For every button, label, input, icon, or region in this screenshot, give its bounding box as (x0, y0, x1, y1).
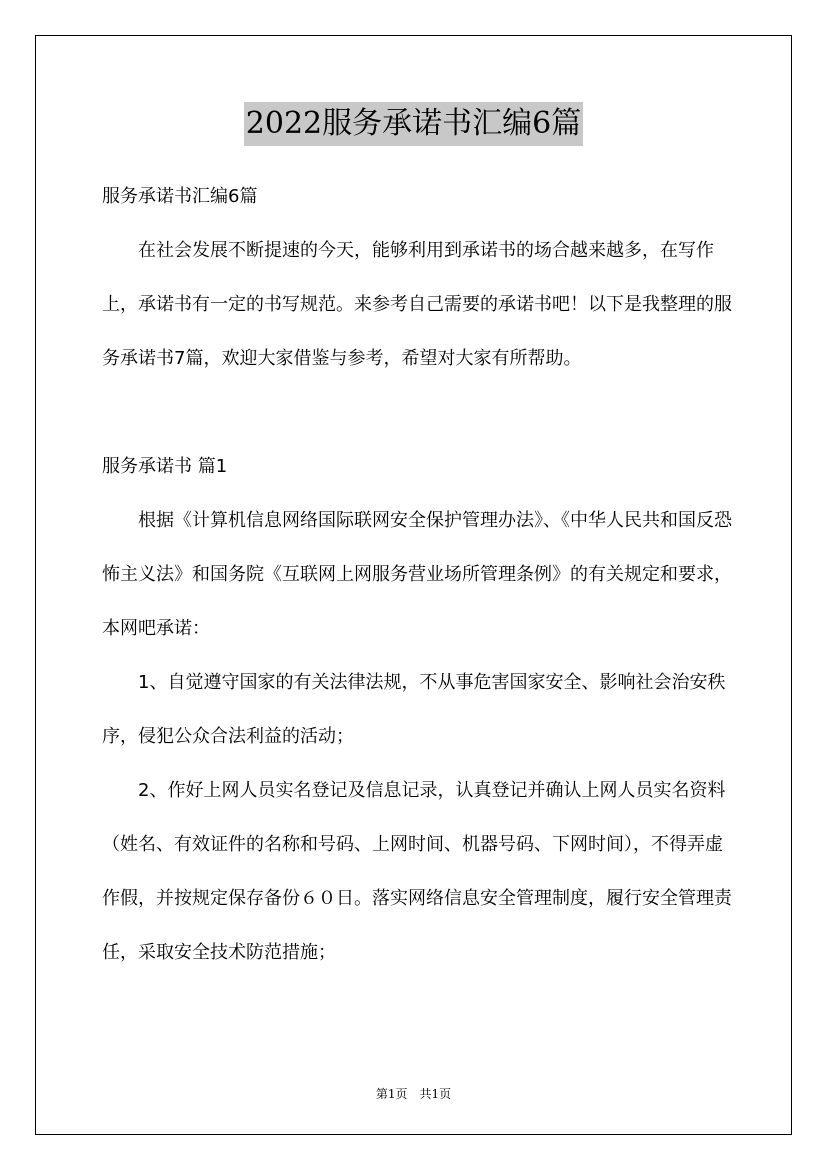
title-container (0, 102, 827, 146)
body-paragraph: 根据《计算机信息网络国际联网安全保护管理办法》、《中华人民共和国反恐怖主义法》和国务院《互联网上网服务营业场所管理条例》的有关规定和要求，本网吧承诺： (102, 510, 732, 639)
document-title: 2022服务承诺书汇编6篇 (244, 102, 583, 146)
page-footer: 第1页 共1页 (375, 1087, 452, 1101)
document-body (102, 170, 732, 980)
body-paragraph: 2、作好上网人员实名登记及信息记录，认真登记并确认上网人员实名资料（姓名、有效证件的名称和号码、上网时间、机器号码、下网时间），不得弄虚作假，并按规定保存备份６０日。落实网络信息安全管理制度，履行安全管理责任，采取安全技术防范措施； (102, 780, 732, 963)
section-spacer (102, 386, 732, 440)
section-heading: 服务承诺书 篇1 (102, 456, 228, 477)
intro-paragraph: 在社会发展不断提速的今天，能够利用到承诺书的场合越来越多，在写作上，承诺书有一定的书写规范。来参考自己需要的承诺书吧！以下是我整理的服务承诺书7篇，欢迎大家借鉴与参考，希望对大家有所帮助。 (102, 240, 732, 369)
document-subtitle: 服务承诺书汇编6篇 (102, 186, 258, 207)
body-paragraph: 1、自觉遵守国家的有关法律法规，不从事危害国家安全、影响社会治安秩序，侵犯公众合法利益的活动； (102, 672, 726, 747)
